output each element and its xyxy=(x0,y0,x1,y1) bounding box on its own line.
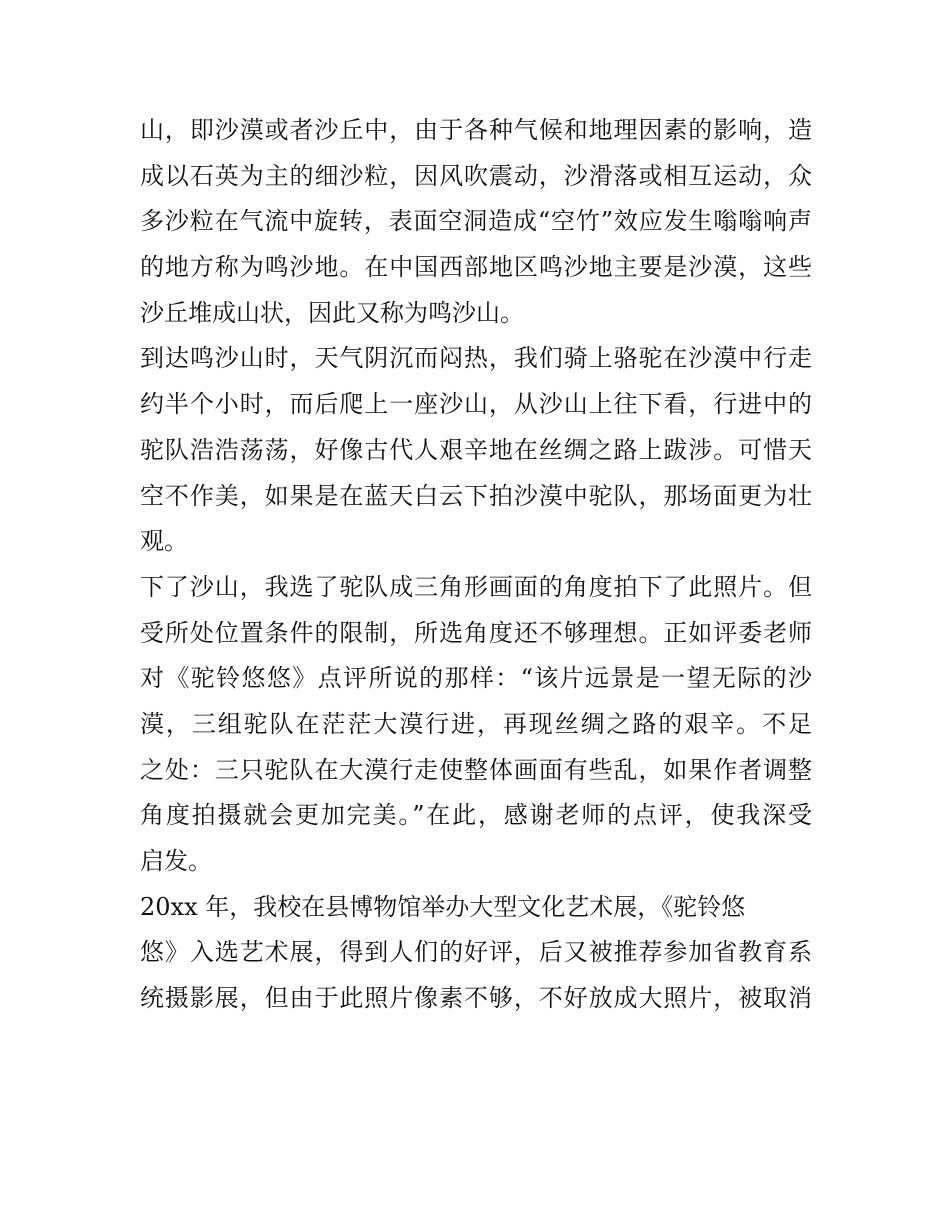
text-line: 山，即沙漠或者沙丘中，由于各种气候和地理因素的影响，造 xyxy=(140,116,812,144)
text-line: 到达鸣沙山时，天气阴沉而闷热，我们骑上骆驼在沙漠中行走 xyxy=(140,344,812,373)
text-line: 沙丘堆成山状，因此又称为鸣沙山。 xyxy=(140,298,524,327)
text-line: 统摄影展，但由于此照片像素不够，不好放成大照片，被取消 xyxy=(140,984,812,1013)
text-line: 之处：三只驼队在大漠行走使整体画面有些乱，如果作者调整 xyxy=(140,755,812,784)
text-line: 漠，三组驼队在茫茫大漠行进，再现丝绸之路的艰辛。不足 xyxy=(140,709,812,738)
text-line: 20xx 年，我校在县博物馆举办大型文化艺术展，《驼铃悠 xyxy=(140,892,746,921)
text-line: 对《驼铃悠悠》点评所说的那样：“该片远景是一望无际的沙 xyxy=(140,664,812,693)
text-line: 多沙粒在气流中旋转，表面空洞造成“空竹”效应发生嗡嗡响声 xyxy=(140,207,812,236)
text-line: 的地方称为鸣沙地。在中国西部地区鸣沙地主要是沙漠，这些 xyxy=(140,253,812,282)
body-text xyxy=(140,108,812,1022)
text-line: 驼队浩浩荡荡，好像古代人艰辛地在丝绸之路上跋涉。可惜天 xyxy=(140,435,812,464)
text-line: 角度拍摄就会更加完美。”在此，感谢老师的点评，使我深受 xyxy=(140,801,812,830)
text-line: 下了沙山，我选了驼队成三角形画面的角度拍下了此照片。但 xyxy=(140,572,812,601)
text-line: 悠》入选艺术展，得到人们的好评，后又被推荐参加省教育系 xyxy=(140,938,812,967)
text-line: 成以石英为主的细沙粒，因风吹震动，沙滑落或相互运动，众 xyxy=(140,161,812,190)
text-line: 约半个小时，而后爬上一座沙山，从沙山上往下看，行进中的 xyxy=(140,390,812,419)
text-line: 观。 xyxy=(140,527,188,556)
text-line: 空不作美，如果是在蓝天白云下拍沙漠中驼队，那场面更为壮 xyxy=(140,481,812,510)
text-line: 启发。 xyxy=(140,847,212,875)
text-line: 受所处位置条件的限制，所选角度还不够理想。正如评委老师 xyxy=(140,618,812,647)
